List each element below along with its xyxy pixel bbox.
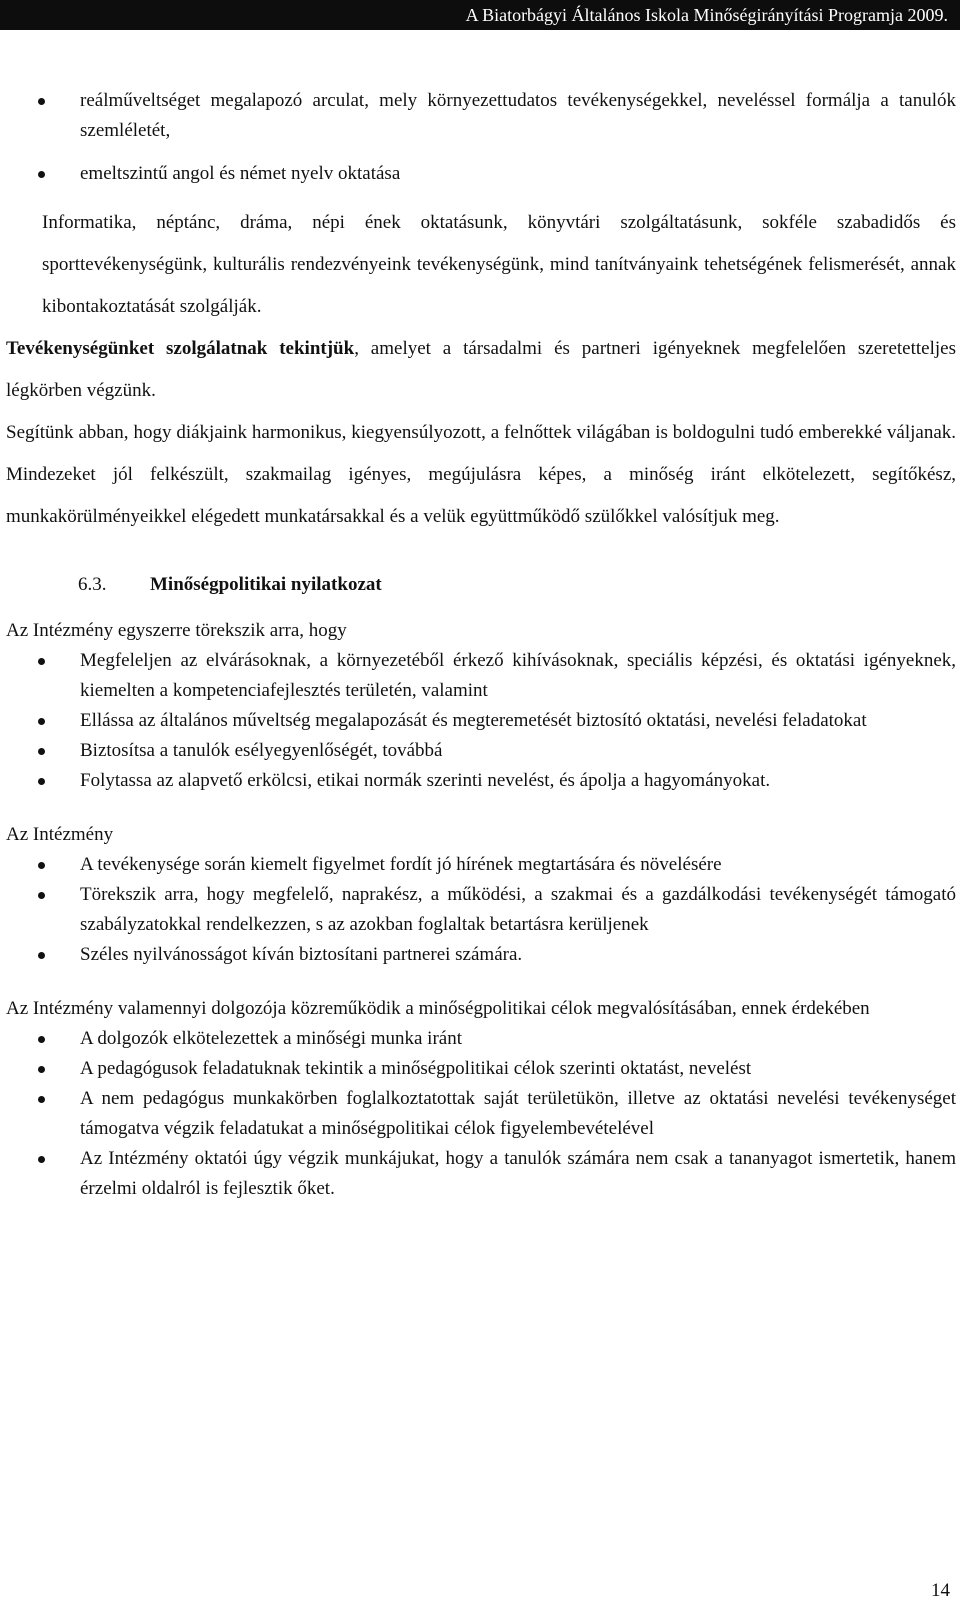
list-item: Ellássa az általános műveltség megalapozását és megteremetését biztosító oktatási, nevelési feladatokat (6, 706, 956, 736)
block1-lead: Az Intézmény egyszerre törekszik arra, hogy (6, 620, 347, 641)
document-body (6, 86, 956, 1204)
section-title: Minőségpolitikai nyilatkozat (150, 574, 382, 595)
section-number: 6.3. (78, 574, 107, 595)
list-item: A tevékenysége során kiemelt figyelmet fordít jó hírének megtartására és növelésére (6, 850, 956, 880)
list-item: Az Intézmény oktatói úgy végzik munkájukat, hogy a tanulók számára nem csak a tananyagot ismertetik, hanem érzelmi oldalról is fejlesztik őket. (6, 1144, 956, 1204)
block3-list (6, 1024, 956, 1204)
help-paragraph: Segítünk abban, hogy diákjaink harmonikus, kiegyensúlyozott, a felnőttek világában is boldogulni tudó emberekké váljanak. Mindezeket jól felkészült, szakmailag igényes, megújulásra képes, a minőség iránt elkötelezett, segítőkész, munkakörülményeikkel elégedett munkatársakkal és a velük együttműködő szülőkkel valósítjuk meg. (6, 422, 956, 527)
service-paragraph-rest: , amelyet a társadalmi és partneri igényeknek megfelelően szeretetteljes légkörben végzünk. (6, 338, 956, 401)
block1-list (6, 646, 956, 796)
list-item: Megfeleljen az elvárásoknak, a környezetéből érkező kihívásoknak, speciális képzési, és oktatási igényeknek, kiemelten a kompetenciafejlesztés területén, valamint (6, 646, 956, 706)
list-item: A nem pedagógus munkakörben foglalkoztatottak saját területükön, illetve az oktatási nevelési tevékenységet támogatva végzik feladatukat a minőségpolitikai célok figyelembevételével (6, 1084, 956, 1144)
list-item: Törekszik arra, hogy megfelelő, naprakész, a működési, a szakmai és a gazdálkodási tevékenységét támogató szabályzatokkal rendelkezzen, s az azokban foglaltak betartásra kerüljenek (6, 880, 956, 940)
list-item: A pedagógusok feladatuknak tekintik a minőségpolitikai célok szerinti oktatást, nevelést (6, 1054, 956, 1084)
list-item: reálműveltséget megalapozó arculat, mely környezettudatos tevékenységekkel, neveléssel formálja a tanulók szemléletét, (6, 86, 956, 146)
intro-continuation: Informatika, néptánc, dráma, népi ének oktatásunk, könyvtári szolgáltatásunk, sokféle szabadidős és sporttevékenységünk, kulturális rendezvényeink tevékenységünk, mind tanítványaink tehetségének felismerését, annak kibontakoztatását szolgálják. (42, 212, 956, 317)
block2-lead: Az Intézmény (6, 824, 114, 845)
list-item: Széles nyilvánosságot kíván biztosítani partnerei számára. (6, 940, 956, 970)
list-item: emeltszintű angol és német nyelv oktatása (6, 159, 956, 189)
block3-lead: Az Intézmény valamennyi dolgozója közreműködik a minőségpolitikai célok megvalósításában, ennek érdekében (6, 998, 870, 1019)
list-item: Biztosítsa a tanulók esélyegyenlőségét, továbbá (6, 736, 956, 766)
section-heading (78, 570, 956, 600)
block2-list (6, 850, 956, 970)
page-header (0, 0, 960, 30)
list-item: Folytassa az alapvető erkölcsi, etikai normák szerinti nevelést, és ápolja a hagyományokat. (6, 766, 956, 796)
header-title: A Biatorbágyi Általános Iskola Minőségirányítási Programja 2009. (465, 5, 948, 25)
service-paragraph-bold: Tevékenységünket szolgálatnak tekintjük (6, 338, 355, 359)
intro-list (6, 86, 956, 189)
service-paragraph (6, 328, 956, 412)
page-number: 14 (931, 1580, 950, 1601)
list-item: A dolgozók elkötelezettek a minőségi munka iránt (6, 1024, 956, 1054)
